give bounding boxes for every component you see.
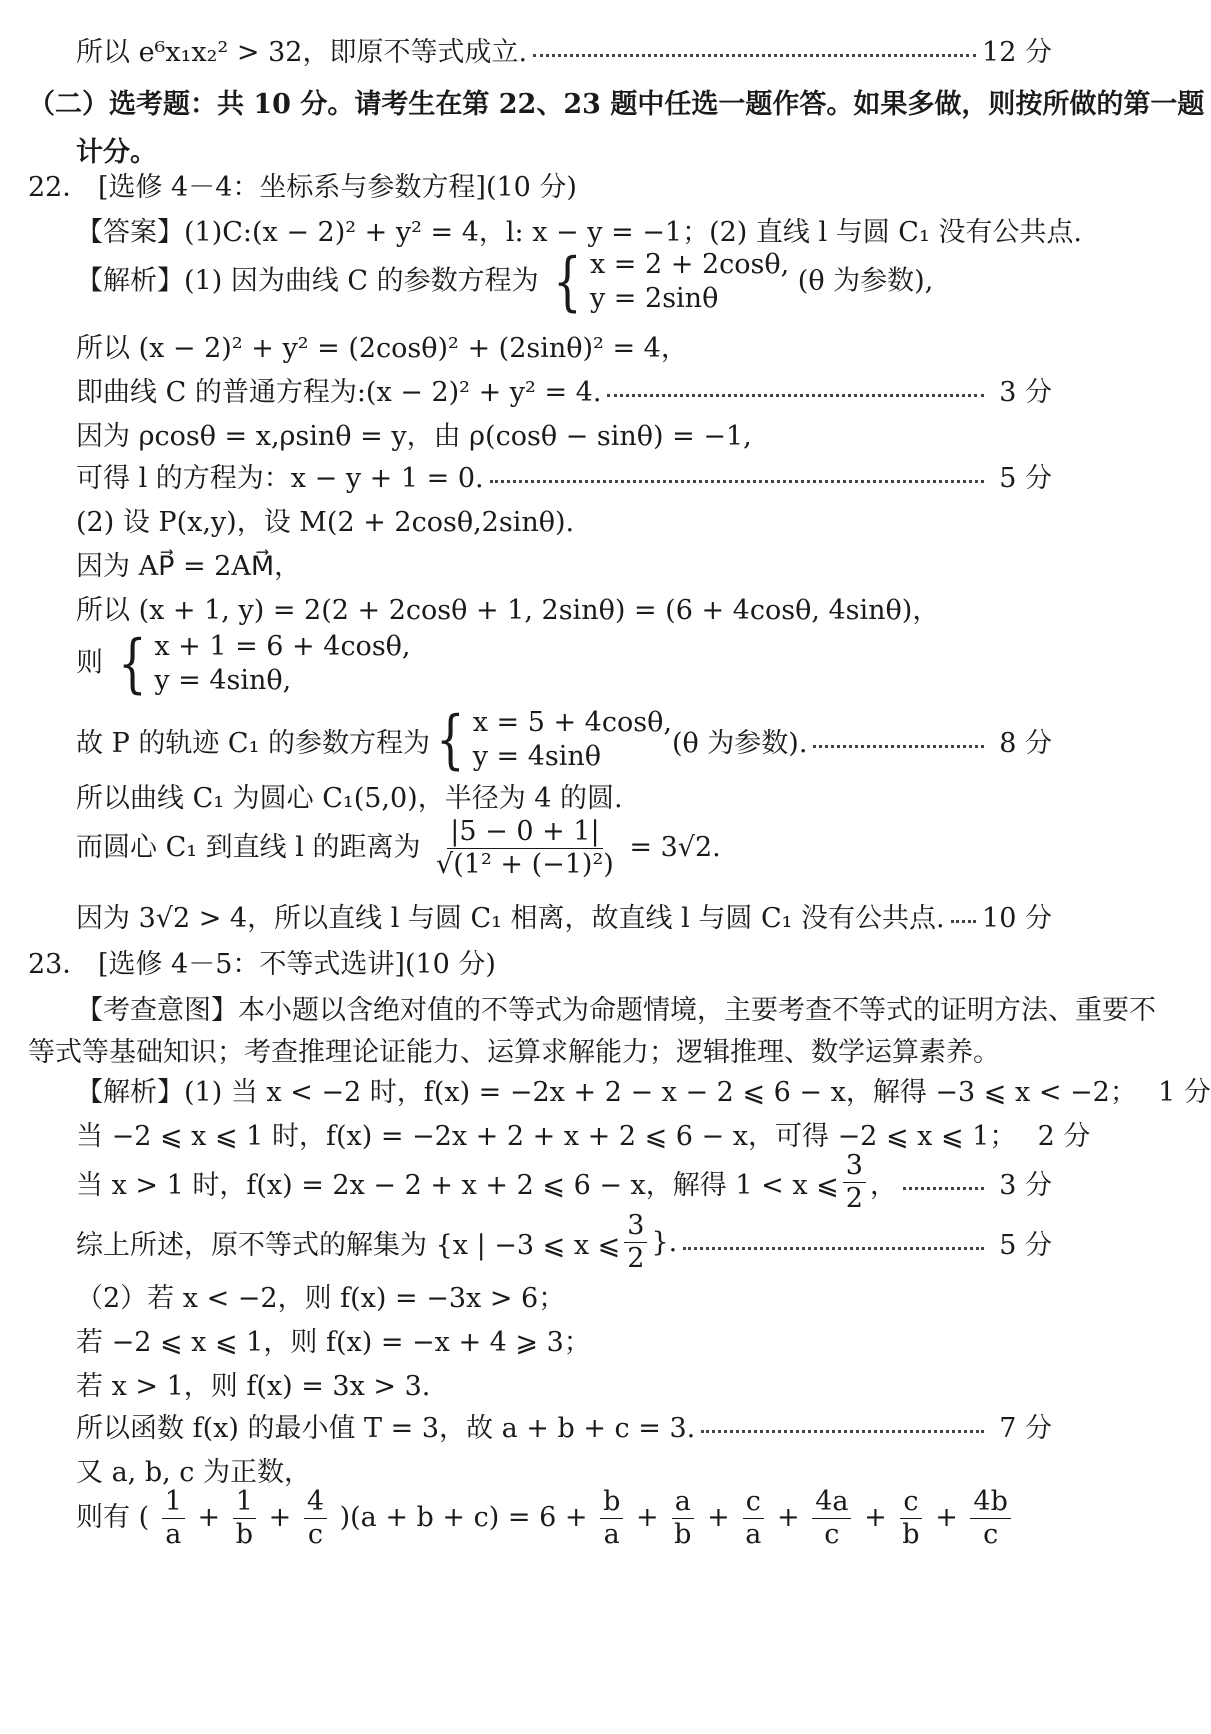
dot-leader	[533, 54, 976, 57]
denominator: a	[603, 1519, 620, 1550]
denominator: b	[235, 1519, 254, 1550]
text: 则有 (	[76, 1502, 150, 1533]
numerator: 3	[624, 1210, 647, 1243]
dot-leader	[903, 1187, 984, 1190]
fraction	[970, 1486, 1010, 1551]
text: 所以 e⁶x₁x₂² > 32，即原不等式成立.	[76, 37, 528, 68]
denominator: 2	[845, 1183, 863, 1214]
operator: +	[864, 1502, 887, 1533]
numerator: 1	[233, 1486, 256, 1519]
fraction	[671, 1486, 694, 1551]
equation-row: y = 2sinθ	[589, 283, 719, 314]
q22-line-5	[76, 370, 1052, 409]
denominator: √(1² + (−1)²)	[436, 849, 614, 880]
text: (θ 为参数),	[797, 265, 934, 297]
q22-line-6: 因为 ρcosθ = x,ρsinθ = y，由 ρ(cosθ − sinθ) = −1,	[76, 421, 752, 452]
equation-row: x = 5 + 4cosθ,	[472, 707, 672, 738]
text: 当 −2 ⩽ x ⩽ 1 时，f(x) = −2x + 2 + x + 2 ⩽ 6 − x，可得 −2 ⩽ x ⩽ 1；	[76, 1121, 1017, 1152]
score: 1 分	[1158, 1077, 1211, 1108]
numerator: 4	[304, 1486, 327, 1519]
fraction	[304, 1486, 327, 1551]
q23-line-2	[76, 1114, 1091, 1153]
numerator: c	[743, 1486, 764, 1519]
operator: +	[776, 1502, 800, 1533]
numerator: 4b	[970, 1486, 1010, 1519]
equation-system	[547, 245, 790, 319]
fraction	[812, 1486, 851, 1551]
score: 5 分	[999, 1230, 1052, 1261]
q22-line-8: (2) 设 P(x,y)，设 M(2 + 2cosθ,2sinθ).	[76, 507, 575, 538]
dot-leader	[490, 480, 984, 483]
fraction	[742, 1486, 764, 1551]
equation-row: y = 4sinθ,	[154, 665, 292, 696]
text: 而圆心 C₁ 到直线 l 的距离为	[76, 832, 421, 863]
dot-leader	[607, 394, 984, 397]
brace-icon: {	[436, 703, 465, 777]
q22-line-12	[76, 703, 1052, 777]
text: (θ 为参数).	[671, 727, 808, 759]
numerator: |5 − 0 + 1|	[447, 816, 602, 849]
operator: +	[935, 1502, 958, 1533]
equation-row: x + 1 = 6 + 4cosθ,	[154, 631, 411, 662]
score: 8 分	[999, 727, 1052, 759]
q23-line-6: 若 −2 ⩽ x ⩽ 1，则 f(x) = −x + 4 ⩾ 3；	[76, 1327, 591, 1358]
equation-row: y = 4sinθ	[472, 741, 602, 772]
numerator: 1	[162, 1486, 185, 1519]
q22-line-7	[76, 456, 1052, 495]
question-23-intent-line2: 等式等基础知识；考查推理论证能力、运算求解能力；逻辑推理、数学运算素养。	[28, 1037, 1000, 1068]
numerator: b	[600, 1486, 623, 1519]
q23-line-5: （2）若 x < −2，则 f(x) = −3x > 6；	[76, 1283, 566, 1314]
q23-line-4	[76, 1210, 1052, 1275]
text: 综上所述，原不等式的解集为 {x | −3 ⩽ x ⩽	[76, 1230, 621, 1261]
denominator: b	[902, 1519, 920, 1550]
score: 7 分	[999, 1413, 1052, 1444]
text: 故 P 的轨迹 C₁ 的参数方程为	[76, 727, 430, 759]
denominator: c	[824, 1519, 840, 1550]
fraction	[433, 816, 617, 881]
score: 5 分	[999, 463, 1052, 494]
equation-row: x = 2 + 2cosθ,	[589, 249, 790, 280]
denominator: a	[165, 1519, 182, 1550]
text: }.	[651, 1227, 678, 1258]
q22-line-10: 所以 (x + 1, y) = 2(2 + 2cosθ + 1, 2sinθ) = (6 + 4cosθ, 4sinθ)，	[76, 595, 940, 626]
question-22-answer: 【答案】(1)C:(x − 2)² + y² = 4，l: x − y = −1；(2) 直线 l 与圆 C₁ 没有公共点.	[76, 217, 1082, 248]
denominator: a	[745, 1519, 762, 1550]
equation-system	[112, 627, 411, 701]
dot-leader	[813, 745, 984, 748]
dot-leader	[683, 1247, 984, 1250]
denominator: c	[983, 1519, 999, 1550]
numerator: c	[900, 1486, 921, 1519]
q23-line-9: 又 a, b, c 为正数，	[76, 1457, 311, 1488]
section-header-line1: （二）选考题：共 10 分。请考生在第 22、23 题中任选一题作答。如果多做，则按所做的第一题	[28, 89, 1205, 120]
operator: +	[707, 1502, 730, 1533]
score: 3 分	[999, 1170, 1052, 1201]
fraction	[162, 1486, 185, 1551]
score: 12 分	[982, 37, 1052, 68]
q22-line-13: 所以曲线 C₁ 为圆心 C₁(5,0)，半径为 4 的圆.	[76, 783, 623, 814]
text: 即曲线 C 的普通方程为:(x − 2)² + y² = 4.	[76, 377, 602, 408]
text: 当 x > 1 时，f(x) = 2x − 2 + x + 2 ⩽ 6 − x，解得 1 < x ⩽	[76, 1170, 839, 1201]
line-conclusion	[76, 30, 1052, 69]
section-header-line2: 计分。	[76, 137, 157, 168]
q22-line-4: 所以 (x − 2)² + y² = (2cosθ)² + (2sinθ)² = 4，	[76, 333, 688, 364]
q23-line-10	[76, 1486, 1200, 1551]
fraction	[899, 1486, 922, 1551]
numerator: 3	[843, 1150, 866, 1183]
denominator: 2	[627, 1243, 645, 1274]
text: 可得 l 的方程为：x − y + 1 = 0.	[76, 463, 484, 494]
score: 10 分	[982, 903, 1052, 934]
denominator: c	[307, 1519, 323, 1550]
q22-line-9: 因为 AP⃗ = 2AM⃗，	[76, 551, 302, 582]
fraction	[233, 1486, 256, 1551]
q22-line-14	[76, 816, 1200, 881]
text: 所以函数 f(x) 的最小值 T = 3，故 a + b + c = 3.	[76, 1413, 696, 1444]
brace-icon: {	[117, 627, 147, 701]
question-22-analysis-1	[76, 245, 1200, 319]
q23-line-3	[76, 1150, 1052, 1215]
numerator: 4a	[812, 1486, 851, 1519]
operator: +	[268, 1502, 292, 1533]
question-23-intent-line1: 【考查意图】本小题以含绝对值的不等式为命题情境，主要考查不等式的证明方法、重要不	[76, 995, 1156, 1026]
text: 则	[76, 647, 103, 679]
q22-line-15	[76, 896, 1052, 935]
question-23-title: 23． [选修 4－5：不等式选讲](10 分)	[28, 949, 496, 980]
denominator: b	[674, 1519, 692, 1550]
text: 【解析】(1) 当 x < −2 时，f(x) = −2x + 2 − x − 2 ⩽ 6 − x，解得 −3 ⩽ x < −2；	[76, 1077, 1137, 1108]
fraction	[843, 1150, 866, 1215]
q23-line-8	[76, 1406, 1052, 1445]
operator: +	[635, 1502, 659, 1533]
text: = 3√2.	[629, 832, 721, 863]
q23-line-1	[76, 1070, 1211, 1109]
numerator: a	[672, 1486, 694, 1519]
q23-line-7: 若 x > 1，则 f(x) = 3x > 3.	[76, 1371, 431, 1402]
score: 2 分	[1037, 1121, 1091, 1152]
q22-line-11	[76, 627, 1200, 701]
brace-icon: {	[553, 245, 582, 319]
fraction	[624, 1210, 647, 1275]
operator: +	[197, 1502, 221, 1533]
fraction	[600, 1486, 623, 1551]
score: 3 分	[999, 377, 1052, 408]
question-22-title: 22． [选修 4－4：坐标系与参数方程](10 分)	[28, 172, 577, 203]
equation-system	[430, 703, 672, 777]
text: )(a + b + c) = 6 +	[339, 1502, 588, 1533]
text: 因为 3√2 > 4，所以直线 l 与圆 C₁ 相离，故直线 l 与圆 C₁ 没有公共点.	[76, 903, 945, 934]
text: 【解析】(1) 因为曲线 C 的参数方程为	[76, 265, 539, 297]
dot-leader	[701, 1430, 984, 1433]
text: ，	[869, 1170, 897, 1201]
dot-leader	[951, 920, 976, 923]
